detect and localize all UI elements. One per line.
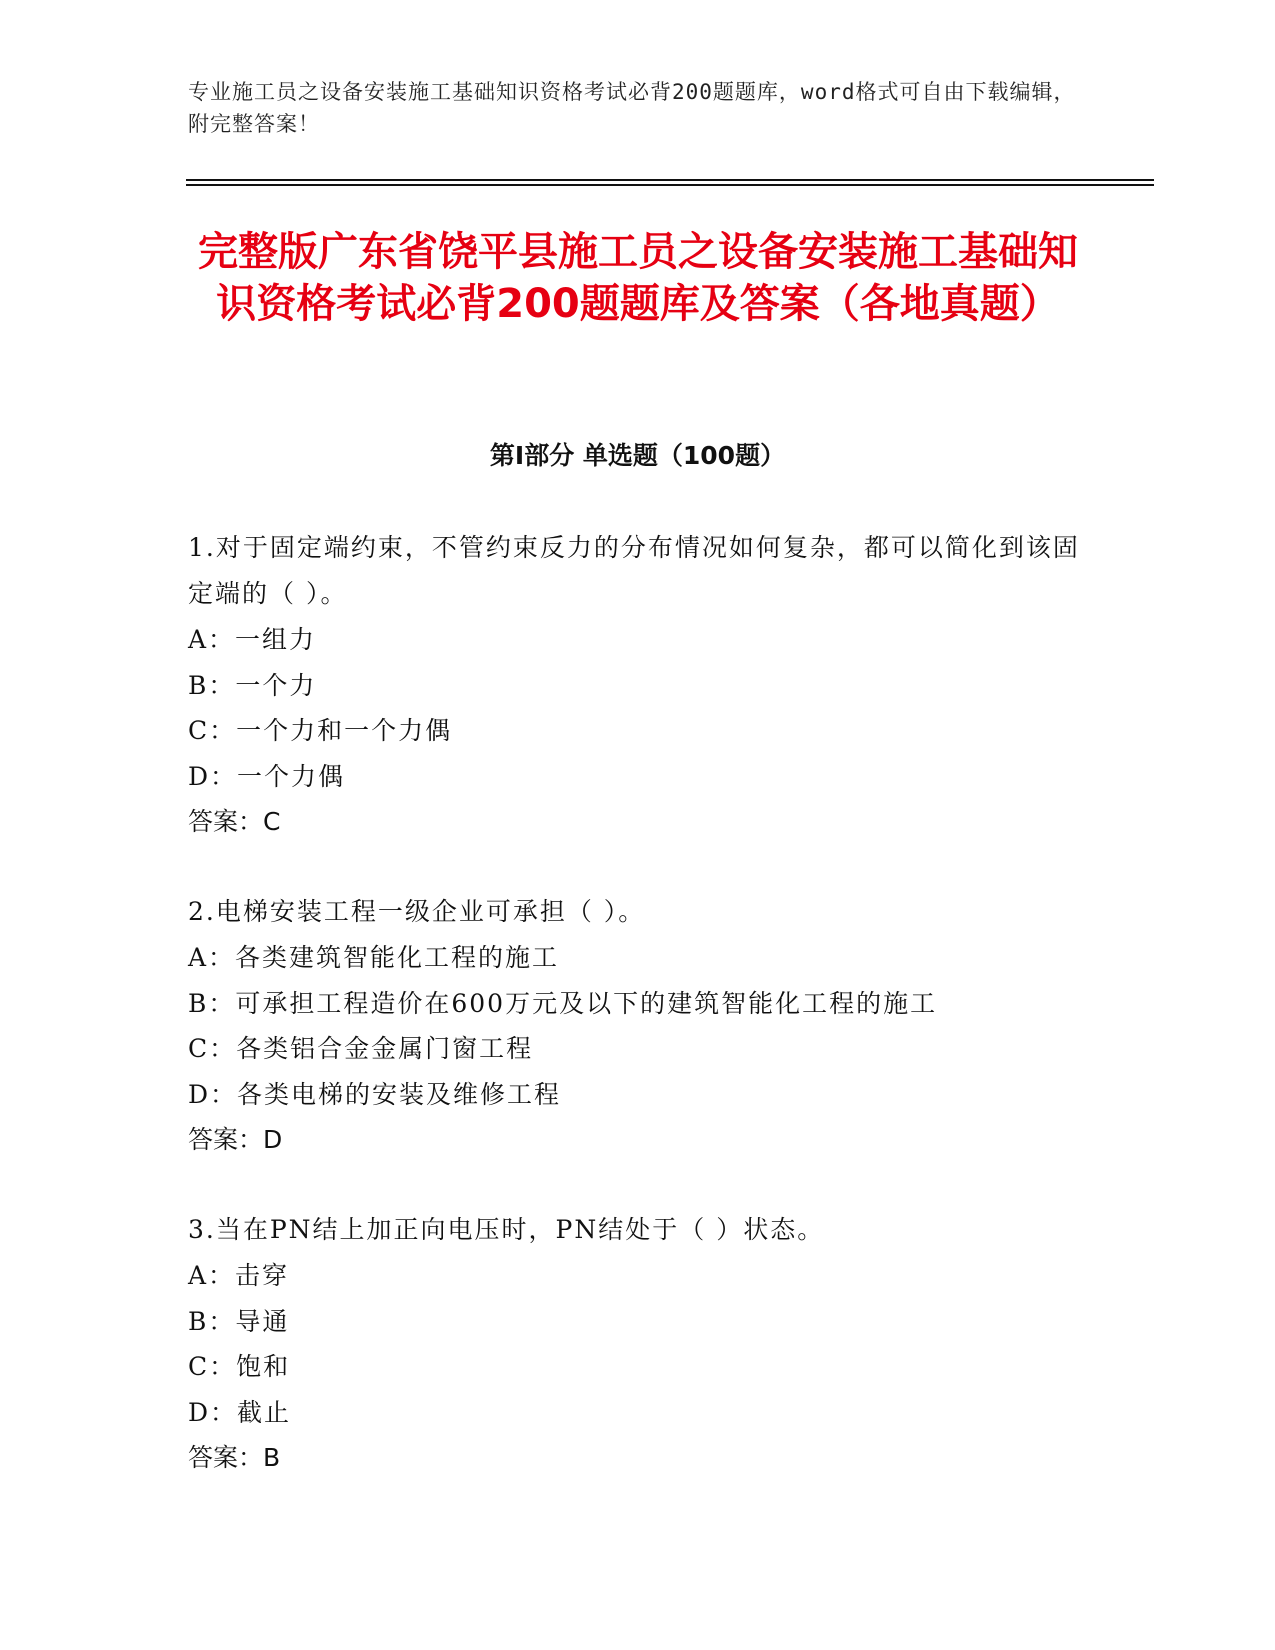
- option-b: B：导通: [188, 1306, 290, 1336]
- question-stem: 1.对于固定端约束，不管约束反力的分布情况如何复杂，都可以简化到该固定端的（ ）。: [188, 533, 1080, 608]
- header-divider-top: [186, 179, 1154, 181]
- question-stem: 3.当在PN结上加正向电压时，PN结处于（ ）状态。: [188, 1215, 825, 1244]
- option-b: B：可承担工程造价在600万元及以下的建筑智能化工程的施工: [188, 988, 938, 1018]
- option-d: D：各类电梯的安装及维修工程: [188, 1079, 562, 1109]
- option-c: C：一个力和一个力偶: [188, 716, 453, 745]
- question-stem: 2.电梯安装工程一级企业可承担（ ）。: [188, 897, 646, 926]
- section-title: 第I部分 单选题（100题）: [489, 441, 786, 470]
- header-note: 专业施工员之设备安装施工基础知识资格考试必背200题题库，word格式可自由下载编辑，附完整答案！: [188, 80, 1076, 136]
- option-d: D：一个力偶: [188, 761, 346, 791]
- option-c: C：饱和: [188, 1352, 291, 1381]
- answer-line: 答案：B: [188, 1443, 281, 1472]
- option-a: A：击穿: [188, 1261, 290, 1290]
- answer-line: 答案：D: [188, 1125, 283, 1154]
- question-2: [188, 889, 1088, 1163]
- question-list: [188, 525, 1088, 1525]
- header-divider-bottom: [186, 184, 1154, 186]
- document-title: 完整版广东省饶平县施工员之设备安装施工基础知识资格考试必背200题题库及答案（各地真题）: [198, 229, 1078, 327]
- option-b: B：一个力: [188, 670, 317, 700]
- question-1: [188, 525, 1088, 845]
- option-d: D：截止: [188, 1397, 292, 1427]
- question-3: [188, 1207, 1088, 1481]
- option-a: A：各类建筑智能化工程的施工: [188, 943, 560, 972]
- option-a: A：一组力: [188, 625, 317, 654]
- option-c: C：各类铝合金金属门窗工程: [188, 1034, 534, 1063]
- answer-line: 答案：C: [188, 807, 281, 836]
